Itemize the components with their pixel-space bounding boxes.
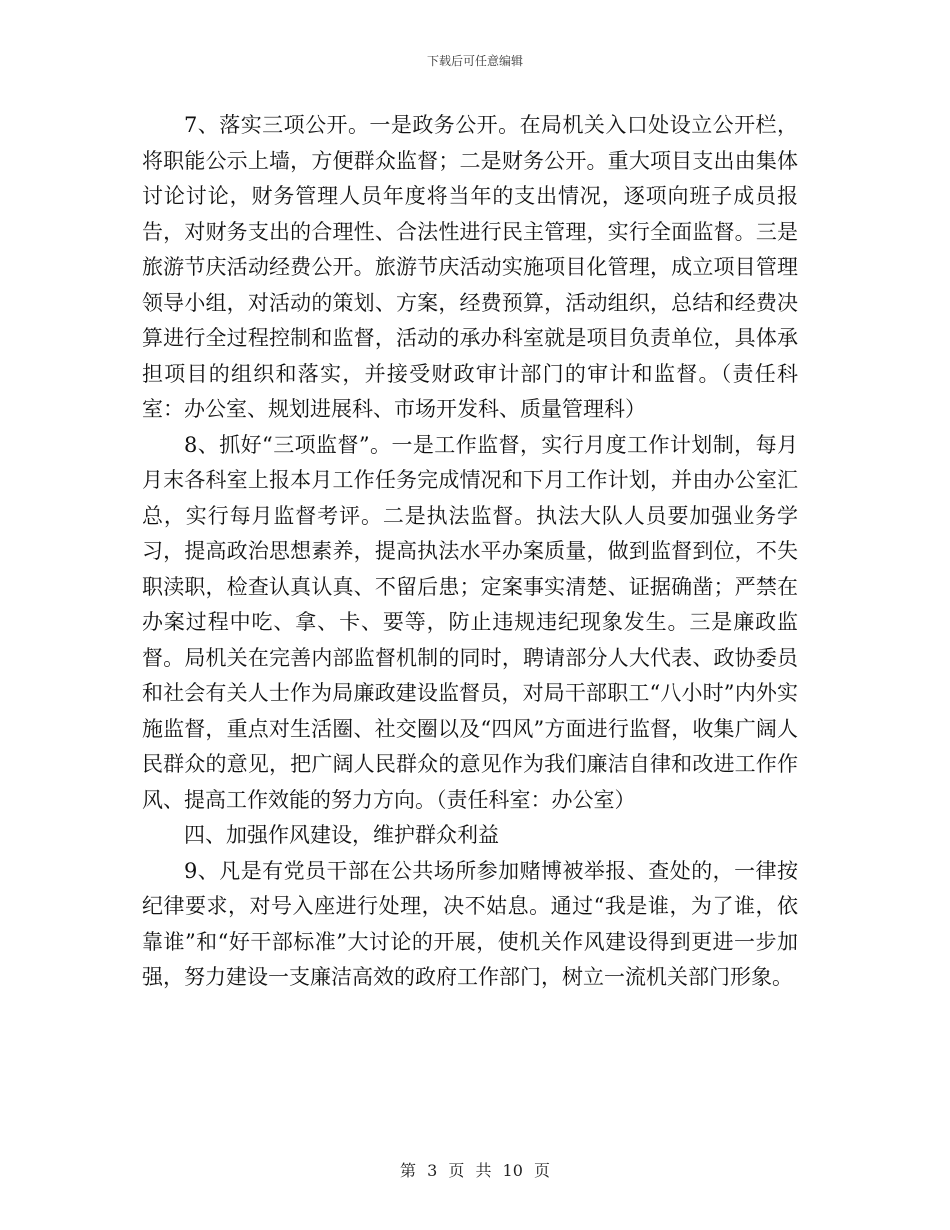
paragraph-8: 8、抓好“三项监督”。一是工作监督，实行月度工作计划制，每月月末各科室上报本月工作任务完成情况和下月工作计划，并由办公室汇总，实行每月监督考评。二是执法监督。执法大队人员要加强业务学习，提高政治思想素养，提高执法水平办案质量，做到监督到位，不失职渎职，检查认真认真、不留后患；定案事实清楚、证据确凿；严禁在办案过程中吃、拿、卡、要等，防止违规违纪现象发生。三是廉政监督。局机关在完善内部监督机制的同时，聘请部分人大代表、政协委员和社会有关人士作为局廉政建设监督员，对局干部职工“八小时”内外实施监督，重点对生活圈、社交圈以及“四风”方面进行监督，收集广阔人民群众的意见，把广阔人民群众的意见作为我们廉洁自律和改进工作作风、提高工作效能的努力方向。（责任科室：办公室） [142,432,798,812]
section-heading-4: 四、加强作风建设，维护群众利益 [184,823,499,847]
paragraph-7: 7、落实三项公开。一是政务公开。在局机关入口处设立公开栏，将职能公示上墙，方便群众监督；二是财务公开。重大项目支出由集体讨论讨论，财务管理人员年度将当年的支出情况，逐项向班子成员报告，对财务支出的合理性、合法性进行民主管理，实行全面监督。三是旅游节庆活动经费公开。旅游节庆活动实施项目化管理，成立项目管理领导小组，对活动的策划、方案，经费预算，活动组织，总结和经费决算进行全过程控制和监督，活动的承办科室就是项目负责单位，具体承担项目的组织和落实，并接受财政审计部门的审计和监督。（责任科室：办公室、规划进展科、市场开发科、质量管理科） [142,113,798,421]
page-header: 下载后可任意编辑 [426,54,523,68]
document-body [142,108,798,996]
paragraph-9: 9、凡是有党员干部在公共场所参加赌博被举报、查处的，一律按纪律要求，对号入座进行处理，决不姑息。通过“我是谁，为了谁，依靠谁”和“好干部标准”大讨论的开展，使机关作风建设得到更进一步加强，努力建设一支廉洁高效的政府工作部门，树立一流机关部门形象。 [142,858,798,989]
page-footer: 第 3 页 共 10 页 [400,1161,550,1180]
